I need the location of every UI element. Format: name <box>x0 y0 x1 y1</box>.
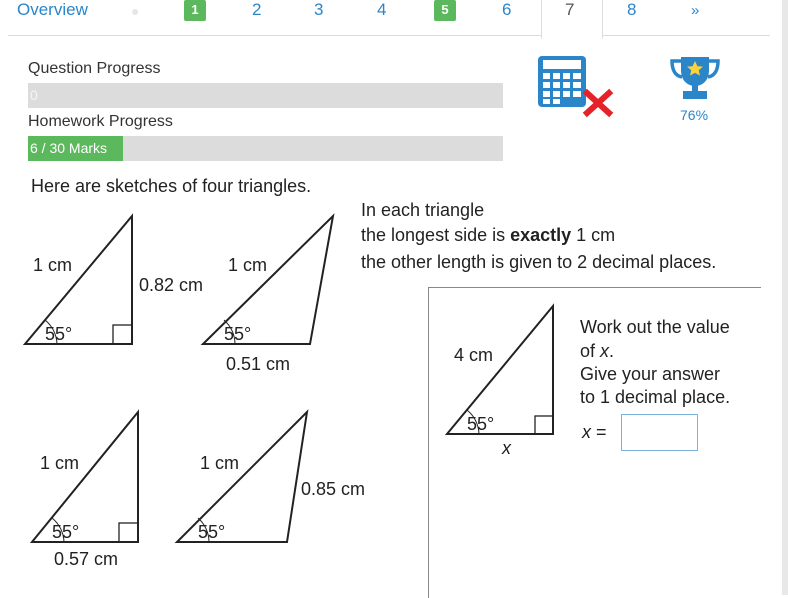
question-progress-value: 0 <box>30 87 38 103</box>
task-hypotenuse: 4 cm <box>454 345 494 365</box>
tab-question-1[interactable]: 1 <box>184 0 206 21</box>
question-intro: Here are sketches of four triangles. <box>31 176 312 196</box>
tab-overview[interactable]: Overview <box>17 0 88 19</box>
task-line-3: Give your answer <box>580 364 721 384</box>
answer-input[interactable] <box>621 414 698 451</box>
line-2-bold: exactly <box>510 225 572 245</box>
tab-question-3[interactable]: 3 <box>314 0 324 19</box>
tab-next[interactable]: » <box>691 2 700 19</box>
task-line-2-text: of <box>580 341 601 361</box>
triangle-4-hypotenuse: 1 cm <box>200 453 240 473</box>
scrollbar[interactable] <box>782 0 788 595</box>
right-angle-mark-1 <box>113 325 132 344</box>
tab-question-2[interactable]: 2 <box>252 0 262 19</box>
nav-dot: ● <box>131 3 140 19</box>
homework-progress-value: 6 / 30 Marks <box>30 140 108 156</box>
task-line-1: Work out the value <box>580 317 730 337</box>
triangle-2 <box>203 216 333 344</box>
tab-question-4[interactable]: 4 <box>377 0 387 19</box>
answer-prompt-eq: = <box>591 422 607 442</box>
tab-question-8[interactable]: 8 <box>627 0 637 19</box>
triangle-1-side: 0.82 cm <box>139 275 204 295</box>
question-line-1: In each triangle <box>361 200 485 220</box>
homework-progress-label: Homework Progress <box>28 113 173 130</box>
question-progress-label: Question Progress <box>28 60 161 77</box>
triangle-2-side: 0.51 cm <box>226 354 291 374</box>
score-percentage: 76% <box>680 107 709 123</box>
triangle-4 <box>177 412 307 542</box>
task-angle: 55° <box>467 414 495 434</box>
line-2-text: the longest side is <box>361 225 511 245</box>
task-line-2 <box>580 341 614 362</box>
triangle-2-hypotenuse: 1 cm <box>228 255 268 275</box>
line-2-suffix: 1 cm <box>571 225 616 245</box>
tab-question-5[interactable]: 5 <box>434 0 456 21</box>
triangle-3-angle: 55° <box>52 522 80 542</box>
triangle-3-side: 0.57 cm <box>54 549 119 569</box>
triangle-4-side: 0.85 cm <box>301 479 366 499</box>
answer-prompt <box>582 422 607 443</box>
triangle-3-hypotenuse: 1 cm <box>40 453 80 473</box>
task-line-2-var: x <box>600 341 610 361</box>
task-line-4: to 1 decimal place. <box>580 387 731 407</box>
triangle-1-hypotenuse: 1 cm <box>33 255 73 275</box>
question-line-3: the other length is given to 2 decimal places. <box>361 252 717 272</box>
task-variable-x: x <box>502 438 511 458</box>
triangle-4-angle: 55° <box>198 522 226 542</box>
tab-question-7-label: 7 <box>565 0 575 19</box>
answer-prompt-var: x <box>582 422 591 442</box>
tab-question-6[interactable]: 6 <box>502 0 512 19</box>
right-angle-mark-3 <box>119 523 138 542</box>
triangle-1-angle: 55° <box>45 324 73 344</box>
task-line-2-suffix: . <box>609 341 615 361</box>
triangle-2-angle: 55° <box>224 324 252 344</box>
